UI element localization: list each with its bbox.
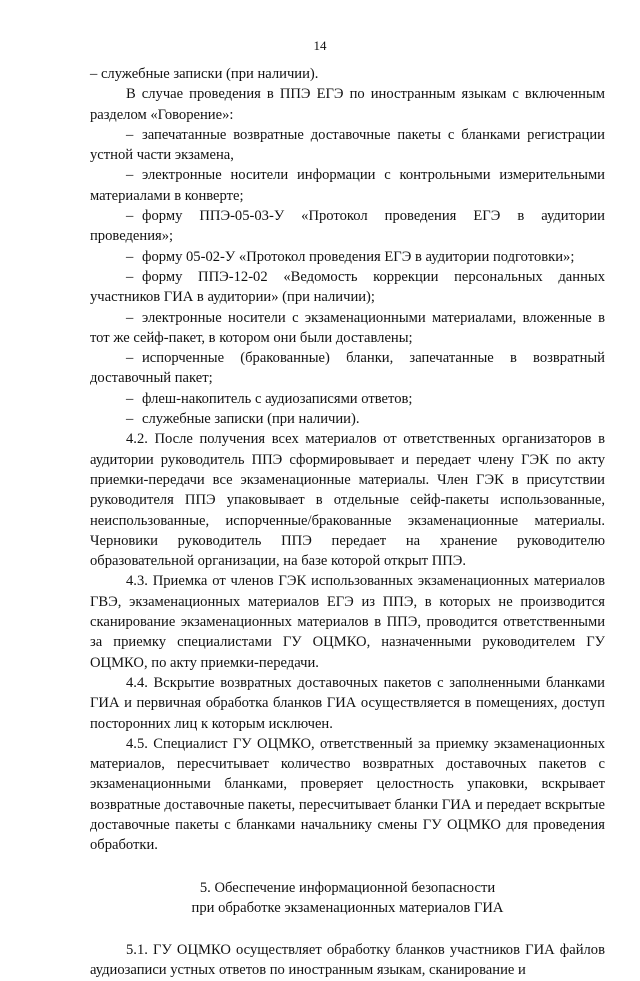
list-item-text: электронные носители информации с контрольными измерительными материалами в конверте; xyxy=(90,167,605,204)
section-heading: 5. Обеспечение информационной безопасности xyxy=(199,879,496,896)
list-item-text: форму 05-02-У «Протокол проведения ЕГЭ в аудитории подготовки»; xyxy=(142,248,575,265)
paragraph: 4.5. Специалист ГУ ОЦМКО, ответственный за приемку экзаменационных материалов, пересчитывает количество возвратных доставочных пакетов с экзаменационными бланками, проверяет целостность упаковки, вскрывает возвратные доставочные пакеты, пересчитывает бланки ГИА и передает вскрытые доставочные пакеты с бланками начальнику смены ГУ ОЦМКО для проведения обработки. xyxy=(90,735,605,854)
dash-marker: – xyxy=(126,309,134,326)
dash-marker: – xyxy=(126,390,134,407)
list-item xyxy=(90,165,605,206)
list-item-text: форму ППЭ-05-03-У «Протокол проведения ЕГЭ в аудитории проведения»; xyxy=(90,208,605,245)
list-item-text: служебные записки (при наличии). xyxy=(142,411,360,428)
list-item-text: флеш-накопитель с аудиозаписями ответов; xyxy=(142,390,413,407)
document-body xyxy=(90,64,605,981)
paragraph: 4.4. Вскрытие возвратных доставочных пакетов с заполненными бланками ГИА и первичная обработка бланков ГИА осуществляется в помещениях, доступ посторонних лиц к которым исключен. xyxy=(90,674,605,732)
list-item-text: электронные носители с экзаменационными материалами, вложенные в тот же сейф-пакет, в котором они были доставлены; xyxy=(90,309,605,346)
dash-marker: – xyxy=(126,411,134,428)
paragraph: В случае проведения в ППЭ ЕГЭ по иностранным языкам с включенным разделом «Говорение»: xyxy=(90,86,605,123)
section-heading: при обработке экзаменационных материалов ГИА xyxy=(191,899,504,916)
list-item xyxy=(90,267,605,308)
dash-marker: – xyxy=(126,126,134,143)
paragraph: 4.2. После получения всех материалов от ответственных организаторов в аудитории руководитель ППЭ сформировывает и передает члену ГЭК по акту приемки-передачи все экзаменационные материалы. Член ГЭК в присутствии руководителя ППЭ упаковывает в отдельные сейф-пакеты использованные, неиспользованные, испорченные/бракованные экзаменационные материалы. Черновики руководитель ППЭ передает на хранение руководителю образовательной организации, на базе которой открыт ППЭ. xyxy=(90,431,605,570)
list-item xyxy=(90,247,605,267)
paragraph: 5.1. ГУ ОЦМКО осуществляет обработку бланков участников ГИА файлов аудиозаписи устных ответов по иностранным языкам, сканирование и xyxy=(90,942,605,979)
list-item xyxy=(90,206,605,247)
dash-marker: – xyxy=(126,248,134,265)
list-item xyxy=(90,348,605,389)
page-number: 14 xyxy=(313,38,327,53)
list-item-text: запечатанные возвратные доставочные пакеты с бланками регистрации устной части экзамена, xyxy=(90,126,605,164)
list-item xyxy=(90,308,605,349)
dash-marker: – xyxy=(126,268,134,285)
list-item xyxy=(90,125,605,166)
dash-marker: – xyxy=(126,350,134,367)
list-item-text: испорченные (бракованные) бланки, запечатанные в возвратный доставочный пакет; xyxy=(90,350,605,387)
list-item xyxy=(90,409,605,429)
dash-marker: – xyxy=(126,167,134,184)
paragraph: – служебные записки (при наличии). xyxy=(90,66,319,82)
list-item xyxy=(90,389,605,409)
dash-marker: – xyxy=(126,208,134,225)
list-item-text: форму ППЭ-12-02 «Ведомость коррекции персональных данных участников ГИА в аудитории» (при наличии); xyxy=(90,268,605,306)
paragraph: 4.3. Приемка от членов ГЭК использованных экзаменационных материалов ГВЭ, экзаменационных материалов ЕГЭ из ППЭ, в которых не производится сканирование экзаменационных материалов в ППЭ, проводится ответственными за приемку специалистами ГУ ОЦМКО, назначенными руководителем ГУ ОЦМКО, по акту приемки-передачи. xyxy=(90,573,605,671)
